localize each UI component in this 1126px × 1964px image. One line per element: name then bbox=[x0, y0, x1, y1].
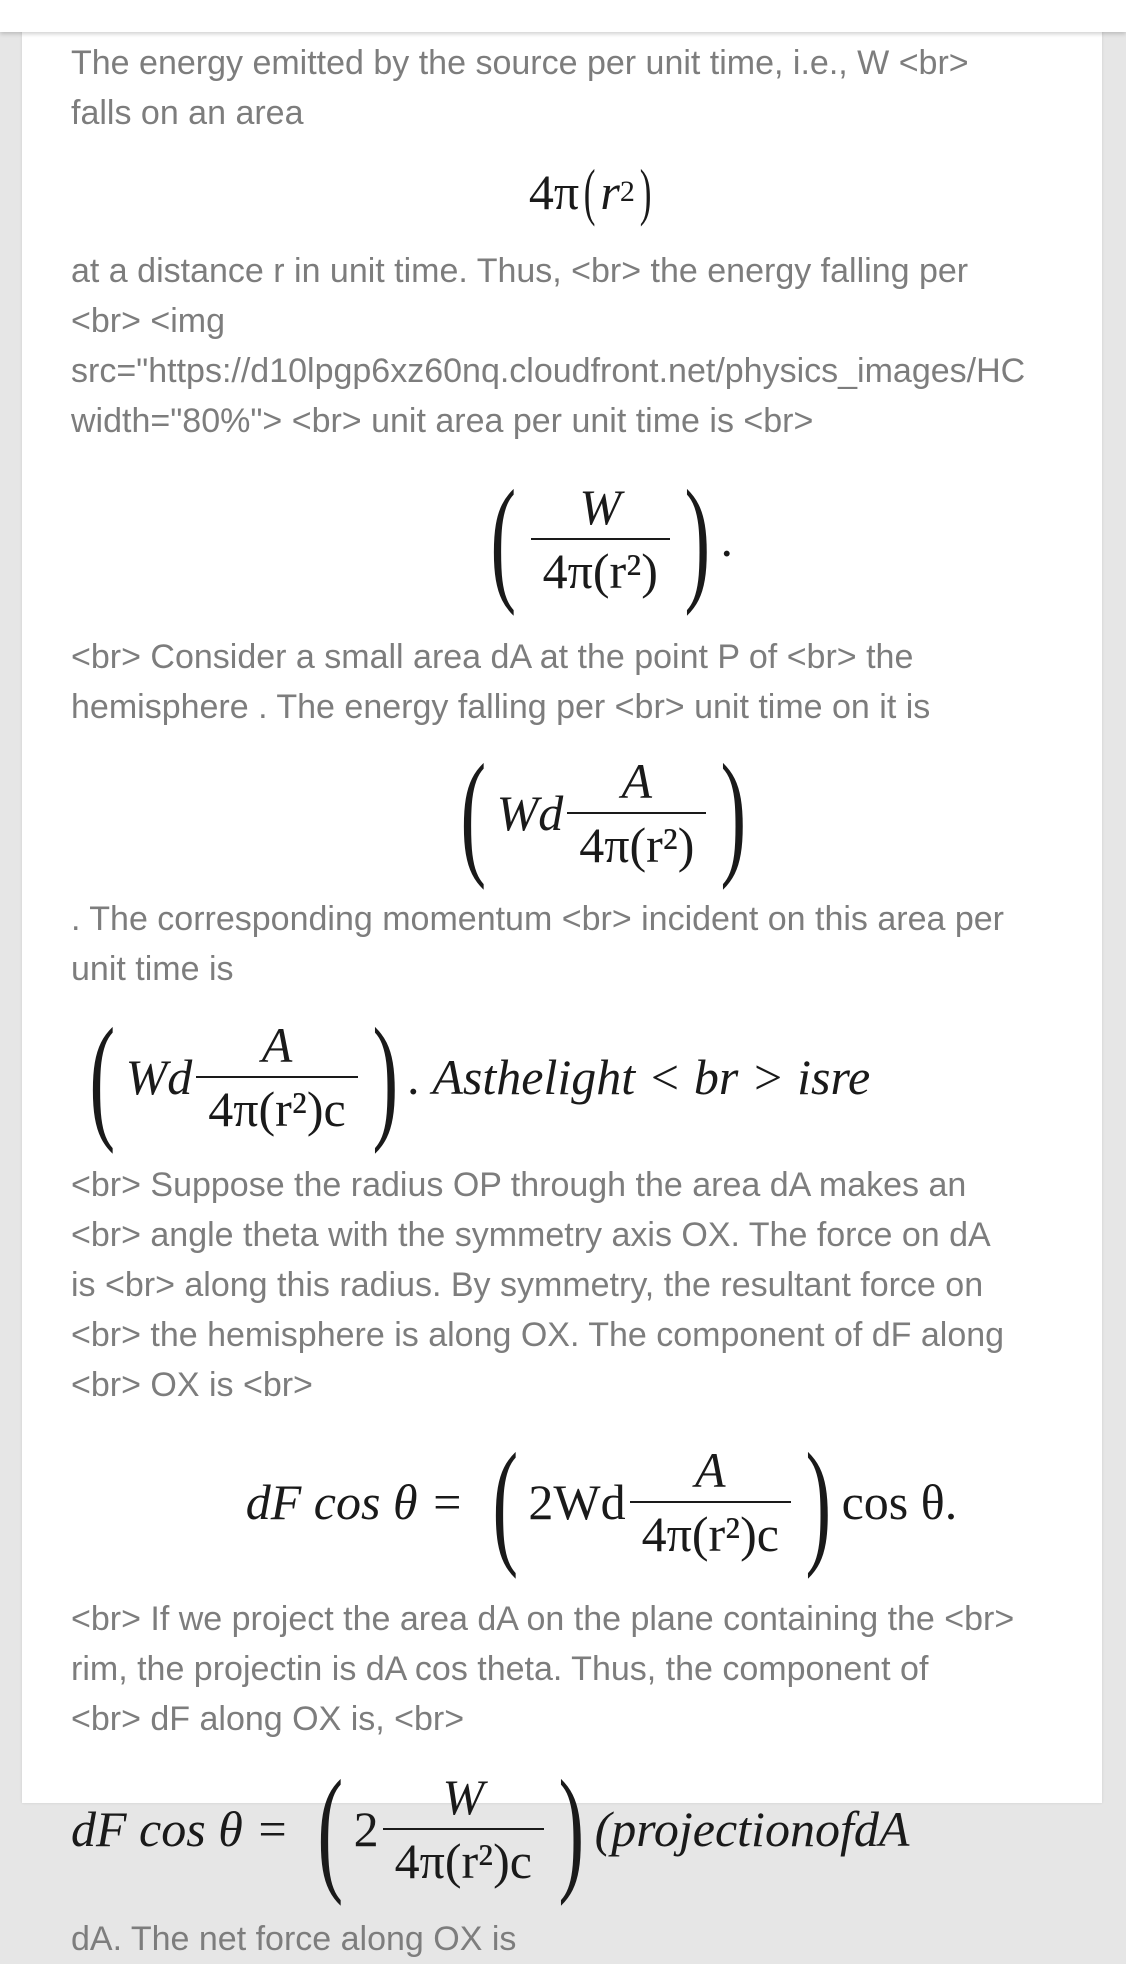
fraction-numerator: A bbox=[261, 1017, 293, 1073]
paragraph-2: at a distance r in unit time. Thus, <br> the energy falling per <br> <img src="https://d10lpgp6xz60nq.cloudfront.net/physics_images/HC width="80%"> <br> unit area per unit time is <br> bbox=[71, 252, 1026, 440]
eq-lhs: dF cos θ = bbox=[245, 1474, 464, 1530]
eq-tail: . bbox=[720, 511, 733, 567]
equation-energy-element: ( Wd $\frac{A}{\text{4π(r²)}}$ ) bbox=[460, 735, 747, 891]
paragraph-7: dA. The net force along OX is bbox=[71, 1920, 517, 1958]
fraction-numerator: W bbox=[442, 1769, 485, 1825]
eq-variable: r bbox=[600, 164, 620, 220]
fraction bbox=[630, 1442, 791, 1562]
fraction-denominator: 4π(r²) bbox=[579, 817, 695, 873]
equation-area: 4π ( r 2 ) bbox=[528, 156, 652, 227]
paragraph-6: <br> If we project the area dA on the plane containing the <br> rim, the projectin is dA cos theta. Thus, the component of <br> dF along OX is, <br> bbox=[71, 1600, 1015, 1738]
eq-coefficient: 4π bbox=[528, 164, 580, 220]
solution-content bbox=[71, 32, 1102, 1964]
equation-projection: dF cos θ = ( 2 $\frac{W}{\text{4π(r²)c}}$ ) (projectionofdA bbox=[71, 1751, 910, 1907]
eq-lead: Wd bbox=[125, 1049, 193, 1105]
fraction-numerator: A bbox=[695, 1442, 726, 1498]
fraction bbox=[567, 753, 706, 873]
fraction-numerator: A bbox=[621, 753, 653, 809]
paragraph-5: <br> Suppose the radius OP through the area dA makes an <br> angle theta with the symmetry axis OX. The force on dA is <br> along this radius. By symmetry, the resultant force on <br> the hemisphere is along OX. The component of dF along <br> OX is <br> bbox=[71, 1166, 1005, 1404]
equation-force-component: dF cos θ = ( 2Wd $\frac{A}{\text{4π(r²)c}}$ ) cos θ. bbox=[245, 1424, 958, 1580]
fraction-numerator: W bbox=[579, 479, 622, 535]
document-page[interactable] bbox=[22, 0, 1102, 1958]
equation-momentum: ( Wd $\frac{A}{\text{4π(r²)c}}$ ) . Asthelight < br > isre bbox=[89, 999, 871, 1155]
eq-tail: cos θ. bbox=[841, 1474, 958, 1530]
fraction-denominator: 4π(r²)c bbox=[641, 1506, 779, 1562]
eq-tail: (projectionofdA bbox=[594, 1801, 910, 1857]
fraction-denominator: 4π(r²)c bbox=[394, 1833, 533, 1889]
fraction bbox=[196, 1017, 357, 1137]
top-toolbar bbox=[0, 0, 1126, 32]
eq-lead: 2Wd bbox=[528, 1474, 626, 1530]
fraction-denominator: 4π(r²) bbox=[542, 543, 658, 599]
fraction-denominator: 4π(r²)c bbox=[208, 1081, 346, 1137]
eq-lead: 2 bbox=[353, 1801, 379, 1857]
eq-tail: . Asthelight < br > isre bbox=[408, 1049, 871, 1105]
paragraph-1: The energy emitted by the source per unit time, i.e., W <br> falls on an area bbox=[71, 44, 969, 132]
eq-lhs: dF cos θ = bbox=[71, 1801, 289, 1857]
fraction bbox=[383, 1769, 544, 1889]
eq-lead: Wd bbox=[496, 785, 564, 841]
fraction bbox=[531, 479, 670, 599]
paragraph-4: . The corresponding momentum <br> incident on this area per unit time is bbox=[71, 900, 1005, 988]
paragraph-3: <br> Consider a small area dA at the point P of <br> the hemisphere . The energy falling per <br> unit time on it is bbox=[71, 638, 931, 726]
equation-intensity: ( $\frac{W}{\text{4π(r²)}}$ ) . bbox=[490, 461, 733, 617]
